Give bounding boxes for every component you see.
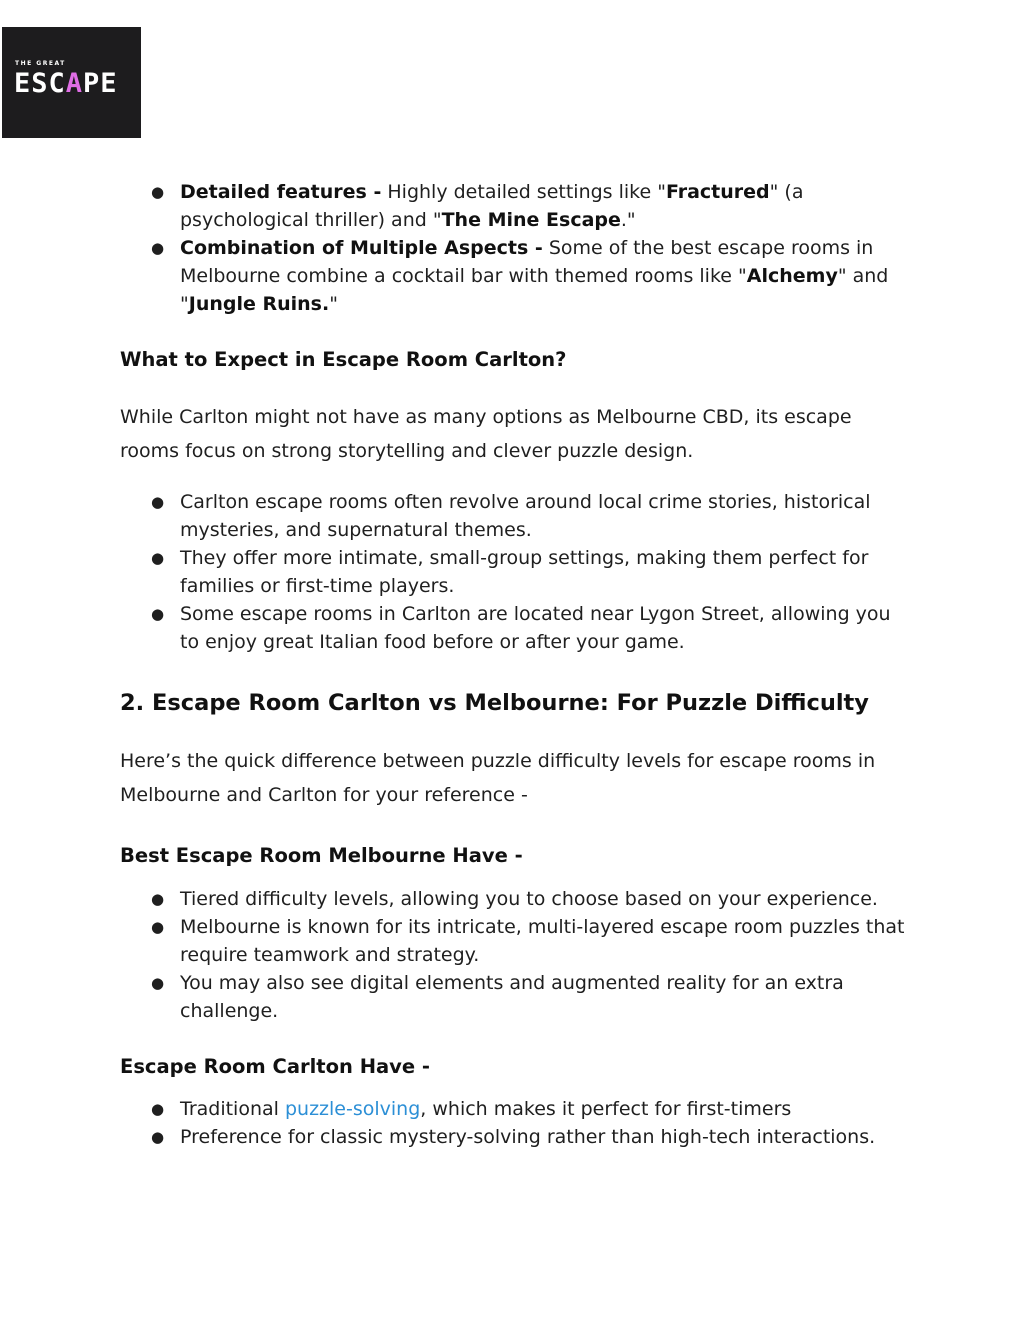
carlton-list [120, 1095, 910, 1151]
list-item-emphasis: Fractured [665, 181, 770, 203]
list-item [120, 885, 920, 913]
section-paragraph: Here’s the quick difference between puzzle difficulty levels for escape rooms in Melbourne and Carlton for your reference - [120, 750, 876, 806]
section-paragraph: While Carlton might not have as many options as Melbourne CBD, its escape rooms focus on strong storytelling and clever puzzle design. [120, 406, 852, 462]
lock-icon: A [65, 68, 84, 99]
bullet-icon: ● [151, 890, 165, 908]
list-item [120, 1123, 910, 1151]
bullet-icon: ● [151, 1128, 165, 1146]
list-item-text: Preference for classic mystery-solving rather than high-tech interactions. [180, 1126, 876, 1148]
bullet-icon: ● [151, 1100, 165, 1118]
list-item-text: Some escape rooms in Carlton are located near Lygon Street, allowing you to enjoy great Italian food before or after your game. [180, 603, 891, 653]
bullet-icon: ● [151, 974, 165, 992]
logo-word-left: ESC [14, 68, 66, 99]
puzzle-solving-link[interactable]: puzzle-solving [284, 1098, 421, 1120]
list-item-text: ." [620, 209, 636, 231]
list-item [120, 1095, 910, 1123]
list-item [120, 234, 910, 318]
list-item [120, 913, 920, 969]
bullet-icon: ● [151, 549, 165, 567]
list-item-text: Tiered difficulty levels, allowing you to choose based on your experience. [180, 888, 878, 910]
list-item-text: , which makes it perfect for first-timers [420, 1098, 792, 1120]
bullet-icon: ● [151, 605, 165, 623]
list-item-emphasis: Alchemy [746, 265, 838, 287]
subheading-melbourne: Best Escape Room Melbourne Have - [120, 844, 523, 867]
bullet-icon: ● [151, 493, 165, 511]
section-heading-carlton-expect: What to Expect in Escape Room Carlton? [120, 348, 567, 371]
list-item-text: Highly detailed settings like " [381, 181, 666, 203]
list-item-text: You may also see digital elements and augmented reality for an extra challenge. [180, 972, 844, 1022]
list-item-text: Traditional [180, 1098, 285, 1120]
list-item [120, 969, 920, 1025]
subheading-carlton: Escape Room Carlton Have - [120, 1055, 430, 1078]
brand-logo [2, 27, 141, 138]
bullet-icon: ● [151, 918, 165, 936]
features-list [120, 178, 910, 318]
section-heading-puzzle-difficulty: 2. Escape Room Carlton vs Melbourne: For Puzzle Difficulty [120, 690, 869, 716]
list-item-text: Carlton escape rooms often revolve around local crime stories, historical mysteries, and supernatural themes. [180, 491, 871, 541]
list-item-text: " and " [180, 265, 889, 315]
carlton-expect-list [120, 488, 910, 656]
list-item-emphasis: Jungle Ruins. [188, 293, 330, 315]
list-item-text: " (a psychological thriller) and " [180, 181, 804, 231]
list-item [120, 600, 910, 656]
bullet-icon: ● [151, 183, 165, 201]
list-item-text: Melbourne is known for its intricate, multi-layered escape room puzzles that require teamwork and strategy. [180, 916, 905, 966]
logo-word-right: PE [83, 68, 118, 99]
list-item-text: " [329, 293, 338, 315]
list-item [120, 178, 910, 234]
list-item-text: They offer more intimate, small-group settings, making them perfect for families or first-time players. [180, 547, 869, 597]
list-item-emphasis: The Mine Escape [441, 209, 621, 231]
list-item-text: Some of the best escape rooms in Melbourne combine a cocktail bar with themed rooms like " [180, 237, 874, 287]
list-item [120, 488, 910, 544]
list-item-bold: Detailed features - [180, 181, 382, 203]
list-item [120, 544, 910, 600]
logo-wordmark [14, 69, 118, 99]
melbourne-list [120, 885, 920, 1025]
document-body [120, 178, 920, 1151]
bullet-icon: ● [151, 239, 165, 257]
list-item-bold: Combination of Multiple Aspects - [180, 237, 543, 259]
logo-top-text: THE GREAT [15, 60, 66, 67]
